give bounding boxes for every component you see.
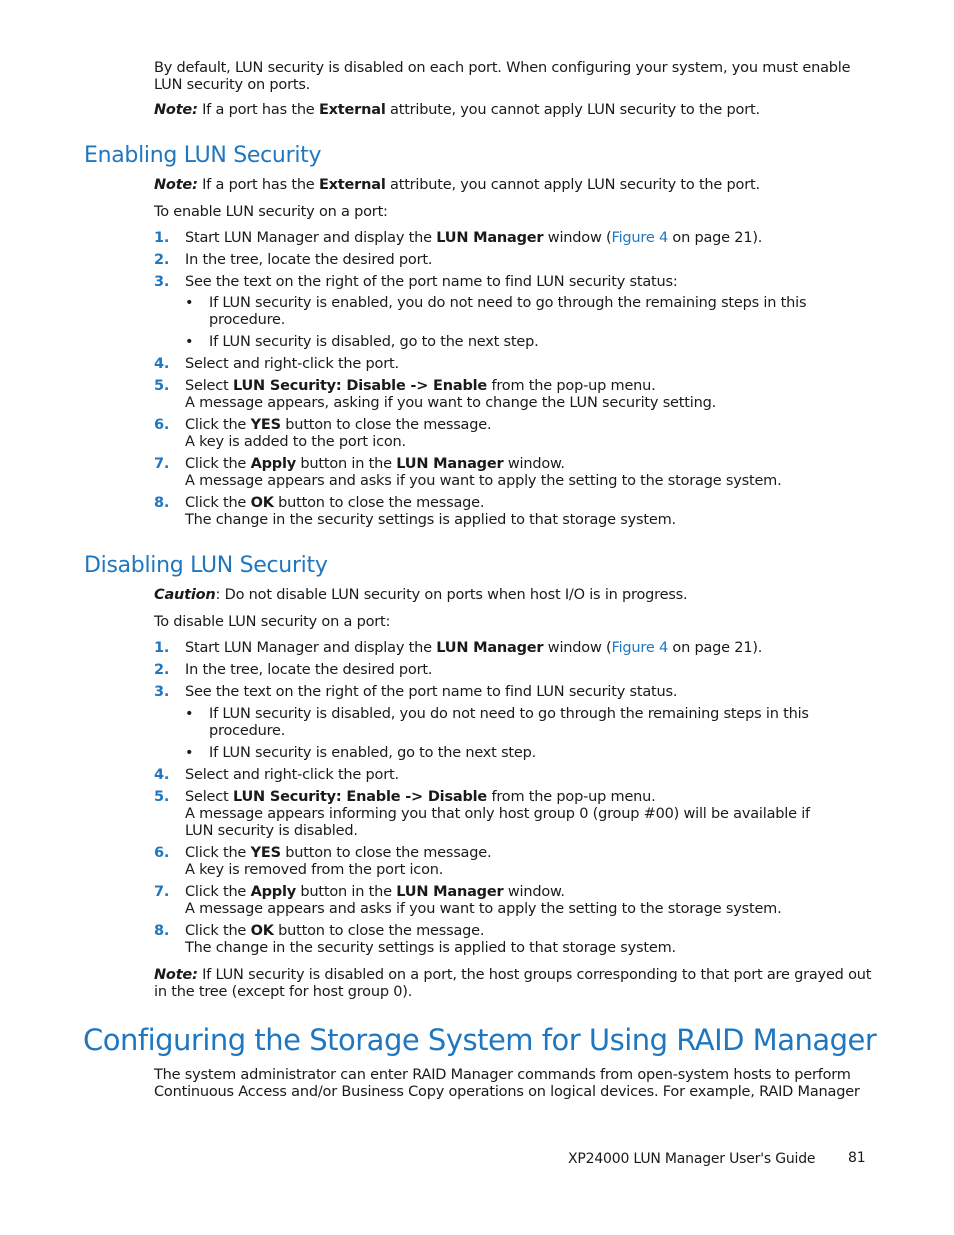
note-bold: External (318, 177, 386, 193)
step-text: Select and right-click the port. (185, 356, 399, 372)
step-bold: LUN Security: Enable -> Disable (232, 789, 488, 805)
step-text: Select (185, 378, 233, 394)
note-bold: External (318, 102, 386, 118)
note-text: If a port has the (197, 102, 319, 118)
step-text: Select (185, 789, 233, 805)
footer-title: XP24000 LUN Manager User's Guide (568, 1151, 816, 1167)
step-number: 1. (154, 640, 170, 656)
note-label: Note: (154, 177, 198, 193)
bullet-icon: • (185, 295, 194, 311)
step-text: window. (503, 884, 565, 900)
enabling-note (154, 177, 760, 194)
step-subtext: A key is added to the port icon. (185, 434, 406, 450)
note-text: If a port has the (197, 177, 319, 193)
intro-line-1: By default, LUN security is disabled on each port. When configuring your system, you must enable (154, 60, 851, 76)
note-label: Note: (154, 102, 198, 118)
figure-link[interactable]: Figure 4 (611, 230, 668, 246)
bullet-text: If LUN security is enabled, you do not need to go through the remaining steps in this (209, 295, 807, 311)
step-text: In the tree, locate the desired port. (185, 662, 433, 678)
bullet-text: If LUN security is enabled, go to the next step. (209, 745, 537, 761)
note-label: Note: (154, 967, 198, 983)
note-text: attribute, you cannot apply LUN security to the port. (385, 102, 760, 118)
step-bold: YES (250, 417, 281, 433)
step-number: 4. (154, 356, 170, 372)
note-text: If LUN security is disabled on a port, the host groups corresponding to that port are grayed out (197, 967, 872, 983)
figure-link[interactable]: Figure 4 (611, 640, 668, 656)
bullet-icon: • (185, 706, 194, 722)
step-text: Start LUN Manager and display the (185, 640, 437, 656)
step-number: 6. (154, 417, 170, 433)
step-text: Click the (185, 456, 251, 472)
step-bold: OK (250, 495, 274, 511)
page-number: 81 (848, 1150, 866, 1166)
step-number: 7. (154, 884, 170, 900)
step-bold: LUN Manager (396, 884, 504, 900)
step-number: 1. (154, 230, 170, 246)
step-text: In the tree, locate the desired port. (185, 252, 433, 268)
intro-note (154, 102, 760, 119)
step-number: 3. (154, 274, 170, 290)
disabling-note (154, 967, 871, 1001)
step-text: window ( (543, 230, 612, 246)
step-bold: LUN Manager (396, 456, 504, 472)
bullet-text: If LUN security is disabled, you do not need to go through the remaining steps in this (209, 706, 809, 722)
step-number: 5. (154, 378, 170, 394)
step-bold: OK (250, 923, 274, 939)
raid-line-2: Continuous Access and/or Business Copy operations on logical devices. For example, RAID Manager (154, 1084, 860, 1100)
step-bold: LUN Manager (436, 230, 544, 246)
step-number: 2. (154, 252, 170, 268)
note-text: attribute, you cannot apply LUN security to the port. (385, 177, 760, 193)
raid-heading: Configuring the Storage System for Using RAID Manager (83, 1023, 877, 1057)
step-subtext: A message appears, asking if you want to change the LUN security setting. (185, 395, 716, 411)
step-number: 8. (154, 495, 170, 511)
step-number: 5. (154, 789, 170, 805)
step-number: 8. (154, 923, 170, 939)
enabling-lead: To enable LUN security on a port: (154, 204, 388, 220)
bullet-text: procedure. (209, 723, 286, 739)
step-text: Click the (185, 884, 251, 900)
step-bold: YES (250, 845, 281, 861)
step-text: button to close the message. (280, 417, 492, 433)
intro-line-2: LUN security on ports. (154, 77, 311, 93)
step-text: window ( (543, 640, 612, 656)
step-subtext: A message appears informing you that only host group 0 (group #00) will be available if (185, 806, 810, 822)
step-text: button to close the message. (273, 495, 485, 511)
step-text: button to close the message. (280, 845, 492, 861)
disabling-caution (154, 587, 687, 604)
step-text: on page 21). (668, 640, 763, 656)
step-number: 3. (154, 684, 170, 700)
step-text: window. (503, 456, 565, 472)
step-text: button in the (295, 884, 397, 900)
step-text: Click the (185, 845, 251, 861)
caution-text: : Do not disable LUN security on ports when host I/O is in progress. (215, 587, 688, 603)
bullet-text: procedure. (209, 312, 286, 328)
step-text: Click the (185, 495, 251, 511)
disabling-heading: Disabling LUN Security (84, 553, 328, 578)
step-number: 7. (154, 456, 170, 472)
raid-line-1: The system administrator can enter RAID Manager commands from open-system hosts to perform (154, 1067, 851, 1083)
step-text: Select and right-click the port. (185, 767, 399, 783)
step-text: from the pop-up menu. (487, 789, 656, 805)
step-text: on page 21). (668, 230, 763, 246)
bullet-text: If LUN security is disabled, go to the next step. (209, 334, 539, 350)
step-subtext: A key is removed from the port icon. (185, 862, 444, 878)
intro-paragraph (154, 60, 850, 94)
step-number: 2. (154, 662, 170, 678)
step-text: button in the (295, 456, 397, 472)
step-bold: Apply (250, 884, 296, 900)
bullet-icon: • (185, 745, 194, 761)
step-text: button to close the message. (273, 923, 485, 939)
step-text: Click the (185, 417, 251, 433)
step-number: 6. (154, 845, 170, 861)
step-bold: LUN Manager (436, 640, 544, 656)
step-text: See the text on the right of the port name to find LUN security status. (185, 684, 678, 700)
disabling-lead: To disable LUN security on a port: (154, 614, 391, 630)
step-text: from the pop-up menu. (487, 378, 656, 394)
step-subtext: The change in the security settings is applied to that storage system. (185, 512, 676, 528)
caution-label: Caution (154, 587, 216, 603)
note-text: in the tree (except for host group 0). (154, 984, 413, 1000)
raid-paragraph (154, 1067, 860, 1101)
step-bold: LUN Security: Disable -> Enable (232, 378, 488, 394)
step-subtext: A message appears and asks if you want to apply the setting to the storage system. (185, 901, 782, 917)
bullet-icon: • (185, 334, 194, 350)
step-number: 4. (154, 767, 170, 783)
enabling-heading: Enabling LUN Security (84, 143, 322, 168)
step-subtext: A message appears and asks if you want to apply the setting to the storage system. (185, 473, 782, 489)
step-subtext: LUN security is disabled. (185, 823, 358, 839)
step-text: Click the (185, 923, 251, 939)
step-bold: Apply (250, 456, 296, 472)
step-subtext: The change in the security settings is applied to that storage system. (185, 940, 676, 956)
step-text: See the text on the right of the port name to find LUN security status: (185, 274, 678, 290)
step-text: Start LUN Manager and display the (185, 230, 437, 246)
